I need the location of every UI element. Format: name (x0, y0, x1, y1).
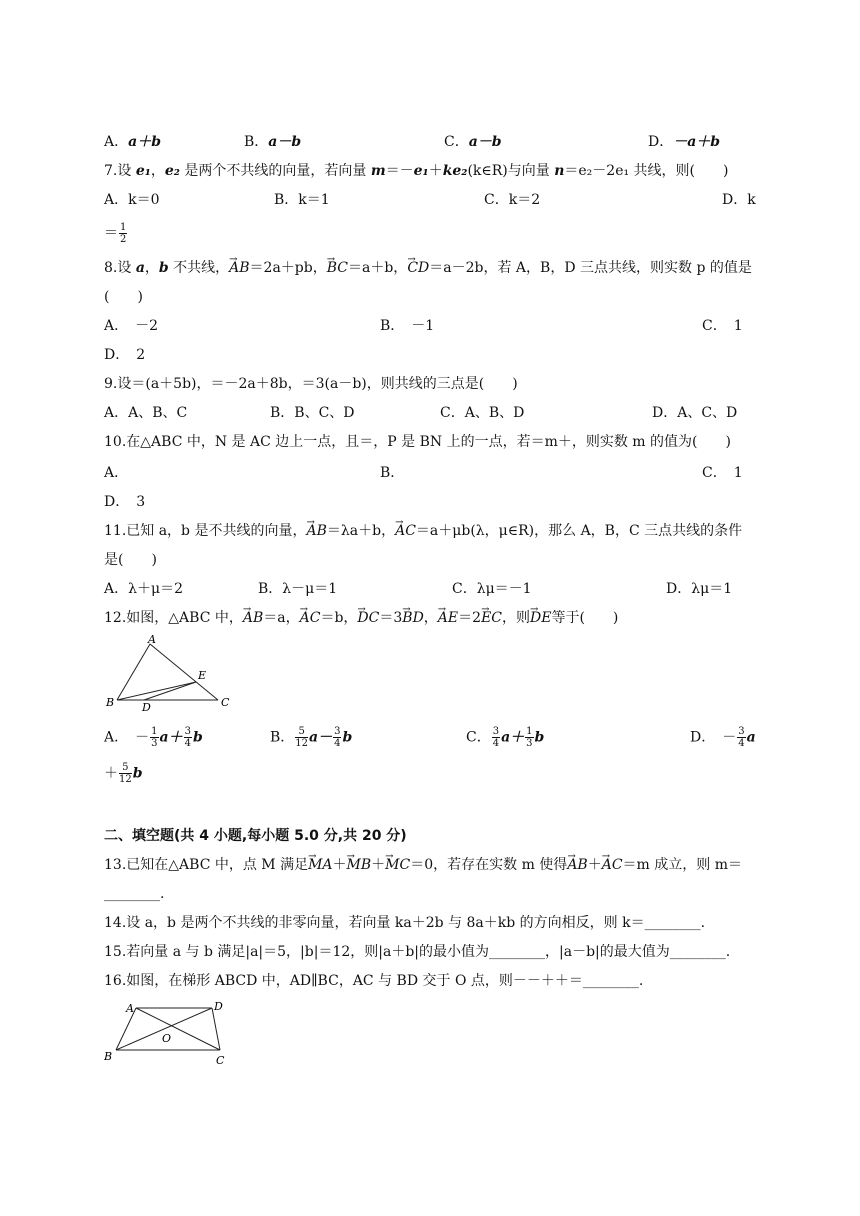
q7-option-b: B．k＝1 (274, 192, 330, 208)
fig-label-d: D (142, 701, 151, 712)
q12-option-c: C． $\frac{3}{4}$ a＋ $\frac{1}{3}$ b (466, 726, 545, 749)
q11-option-b: B．λ－μ＝1 (258, 581, 338, 597)
q8-option-c: C． 1 (702, 318, 743, 334)
q9-option-a: A．A、B、C (104, 405, 188, 421)
fig-label-a: A (126, 1002, 134, 1015)
q12-stem: 12.如图，△ABC 中，→ AB＝a，→ AC＝b，→ DC＝3→ BD，→ AE＝2→ EC，则→ DE等于( ) (104, 608, 618, 628)
q6-option-b: B．a－b (244, 134, 302, 150)
q9-option-c: C．A、B、D (440, 405, 525, 421)
q10-option-d: D． 3 (104, 494, 146, 510)
q12-option-d: D． － $\frac{3}{4}$ a (690, 726, 756, 749)
q10-stem: 10.在△ABC 中，N 是 AC 边上一点，且＝，P 是 BN 上的一点，若＝m＋，则实数 m 的值为( ) (104, 434, 731, 450)
q10-option-a: A． (104, 465, 129, 481)
q10-option-c: C． 1 (702, 465, 743, 481)
q10-option-b: B． (380, 465, 405, 481)
q7-option-a: A．k＝0 (104, 192, 160, 208)
q11-option-d: D．λμ＝1 (666, 581, 733, 597)
q8-option-b: B． －1 (380, 318, 435, 334)
q7-stem: 7.设 e₁，e₂ 是两个不共线的向量，若向量 m＝－e₁＋ke₂(k∈R)与向量 n＝e₂－2e₁ 共线，则( ) (104, 163, 729, 179)
q8-option-a: A． －2 (104, 318, 159, 334)
q12-option-a: A． － $\frac{1}{3}$ a＋ $\frac{3}{4}$ b (104, 726, 203, 749)
q16-trapezoid-figure (104, 998, 234, 1066)
q9-option-b: B．B、C、D (270, 405, 355, 421)
q12-option-b: B． $\frac{5}{12}$ a－ $\frac{3}{4}$ b (270, 726, 353, 749)
fig-label-o: O (162, 1032, 172, 1045)
q8-stem-paren: ( ) (104, 289, 143, 305)
q7-option-c: C．k＝2 (484, 192, 541, 208)
section-title-fill-in: 二、填空题(共 4 小题,每小题 5.0 分,共 20 分) (104, 828, 407, 844)
q6-option-d: D．－a＋b (648, 134, 721, 150)
q11-stem: 11.已知 a，b 是不共线的向量，→ AB＝λa＋b，→ AC＝a＋μb(λ，μ∈R)，那么 A，B，C 三点共线的条件 (104, 521, 742, 541)
q9-option-d: D．A、C、D (652, 405, 738, 421)
q8-option-d: D． 2 (104, 347, 146, 363)
q9-stem: 9.设＝(a＋5b)，＝－2a＋8b，＝3(a－b)，则共线的三点是( ) (104, 376, 518, 392)
q8-stem: 8.设 a，b 不共线，→ AB＝2a＋pb，→ BC＝a＋b，→ CD＝a－2b，若 A，B，D 三点共线，则实数 p 的值是 (104, 258, 752, 278)
q15-stem: 15.若向量 a 与 b 满足|a|＝5，|b|＝12，则|a＋b|的最小值为________，|a－b|的最大值为________. (104, 944, 731, 960)
fig-label-a: A (148, 634, 156, 646)
q16-stem: 16.如图，在梯形 ABCD 中，AD∥BC，AC 与 BD 交于 O 点，则－－＋＋＝________. (104, 973, 644, 989)
fraction: $\frac{1}{2}$ (120, 222, 127, 245)
q13-answer-blank[interactable]: ________. (104, 886, 165, 902)
fig-label-c: C (221, 696, 230, 709)
fig-label-b: B (104, 1050, 113, 1063)
q11-stem-cont: 是( ) (104, 552, 157, 568)
q12-option-d-cont: ＋ $\frac{5}{12}$ b (104, 762, 143, 785)
fig-label-d: D (214, 1000, 223, 1013)
q14-stem: 14.设 a，b 是两个不共线的非零向量，若向量 ka＋2b 与 8a＋kb 的方向相反，则 k＝________. (104, 915, 706, 931)
fig-label-c: C (216, 1054, 225, 1066)
fig-label-e: E (198, 669, 207, 682)
q6-option-c: C．a－b (444, 134, 502, 150)
fig-label-b: B (106, 696, 115, 709)
q11-option-a: A．λ＋μ＝2 (104, 581, 183, 597)
q12-triangle-figure (104, 634, 234, 712)
q6-option-a: A．a＋b (104, 134, 161, 150)
q11-option-c: C．λμ＝－1 (452, 581, 532, 597)
q13-stem: 13.已知在△ABC 中，点 M 满足→ MA＋→ MB＋→ MC＝0，若存在实数 m 使得→ AB＋→ AC＝m 成立，则 m＝ (104, 855, 742, 875)
q7-option-d-cont: ＝ $\frac{1}{2}$ (104, 222, 127, 245)
q7-option-d: D．k (722, 192, 756, 208)
